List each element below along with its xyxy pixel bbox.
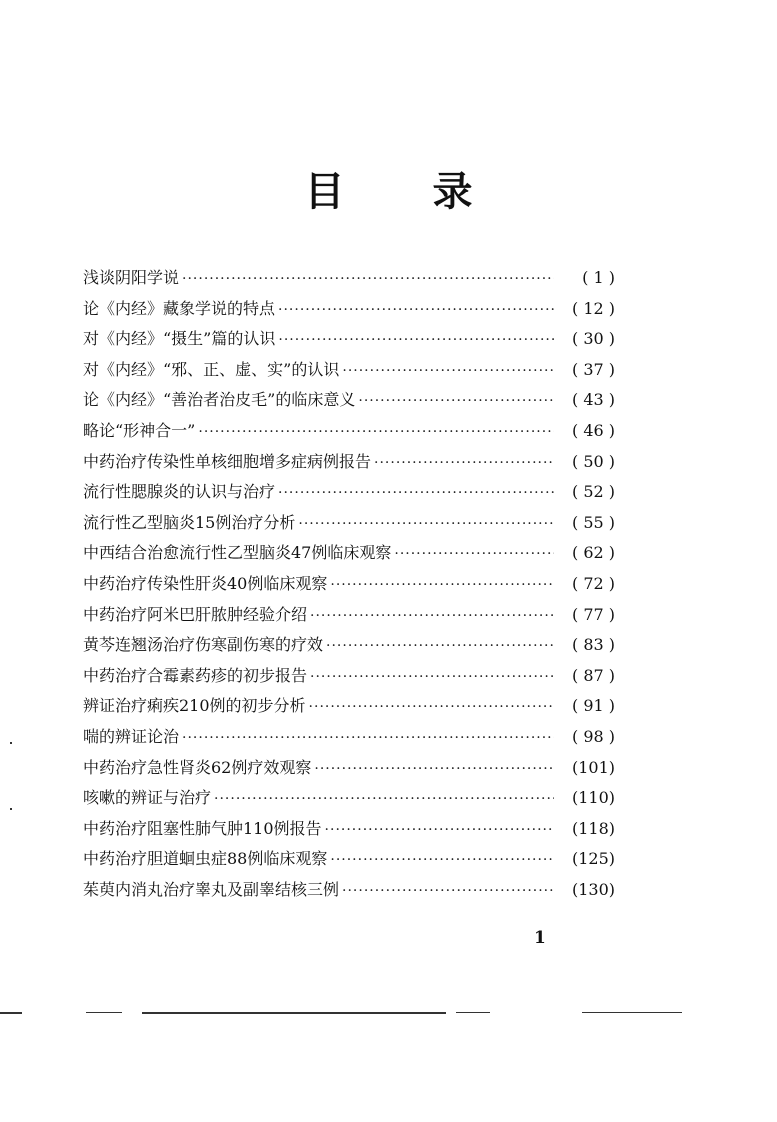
toc-entry-page: ( 98 )	[571, 726, 615, 746]
toc-entry-page: ( 43 )	[571, 390, 615, 410]
toc-entry-page: (118)	[571, 818, 615, 838]
toc-entry[interactable]	[83, 324, 615, 355]
toc-entry-page: ( 83 )	[571, 635, 615, 655]
toc-entry-title: 茱萸内消丸治疗睾丸及副睾结核三例	[83, 879, 340, 899]
dot-leader	[182, 264, 554, 295]
dot-leader	[278, 325, 554, 356]
toc-entry[interactable]	[83, 355, 615, 386]
toc-entry-page: ( 50 )	[571, 451, 615, 471]
toc-entry-title: 略论“形神合一”	[83, 420, 196, 440]
toc-entry-title: 中药治疗阿米巴肝脓肿经验介绍	[83, 604, 308, 624]
toc-entry-title: 论《内经》藏象学说的特点	[83, 298, 276, 318]
toc-entry-page: ( 12 )	[571, 298, 615, 318]
toc-entry-title: 对《内经》“邪、正、虚、实”的认识	[83, 359, 340, 379]
toc-entry[interactable]	[83, 569, 615, 600]
dot-leader	[214, 784, 554, 815]
toc-entry[interactable]	[83, 600, 615, 631]
toc-entry-page: ( 52 )	[571, 482, 615, 502]
dot-leader	[310, 662, 554, 693]
toc-entry-page: (125)	[571, 849, 615, 869]
page-title-char-2: 录	[432, 168, 473, 215]
scan-mark	[10, 808, 12, 810]
toc-entry-title: 喘的辨证论治	[83, 726, 180, 746]
toc-entry[interactable]	[83, 477, 615, 508]
toc-entry-title: 黄芩连翘汤治疗伤寒副伤寒的疗效	[83, 635, 324, 655]
toc-entry[interactable]	[83, 814, 615, 845]
dot-leader	[358, 386, 554, 417]
toc-entry[interactable]	[83, 844, 615, 875]
toc-entry-page: (110)	[571, 788, 615, 808]
table-of-contents	[83, 263, 615, 905]
toc-entry-title: 中西结合治愈流行性乙型脑炎47例临床观察	[83, 543, 392, 563]
toc-entry[interactable]	[83, 661, 615, 692]
toc-entry-title: 中药治疗传染性肝炎40例临床观察	[83, 573, 328, 593]
toc-entry[interactable]	[83, 630, 615, 661]
toc-entry-page: ( 37 )	[571, 359, 615, 379]
toc-entry[interactable]	[83, 722, 615, 753]
dot-leader	[330, 570, 554, 601]
toc-entry[interactable]	[83, 263, 615, 294]
toc-entry-page: ( 30 )	[571, 329, 615, 349]
toc-entry-title: 辨证治疗痢疾210例的初步分析	[83, 696, 306, 716]
toc-entry-page: ( 1 )	[582, 268, 615, 287]
scan-rule	[456, 1012, 490, 1013]
scan-rule	[86, 1012, 122, 1013]
toc-entry[interactable]	[83, 294, 615, 325]
dot-leader	[342, 876, 554, 907]
dot-leader	[278, 478, 554, 509]
toc-entry-title: 中药治疗急性肾炎62例疗效观察	[83, 757, 312, 777]
toc-entry-title: 流行性乙型脑炎15例治疗分析	[83, 512, 296, 532]
toc-entry[interactable]	[83, 385, 615, 416]
dot-leader	[374, 448, 554, 479]
dot-leader	[198, 417, 554, 448]
toc-entry-title: 浅谈阴阳学说	[83, 268, 180, 287]
scan-rule	[582, 1012, 682, 1013]
toc-entry-page: ( 55 )	[571, 512, 615, 532]
toc-entry-title: 流行性腮腺炎的认识与治疗	[83, 482, 276, 502]
scan-mark	[10, 742, 12, 744]
toc-entry-page: ( 91 )	[571, 696, 615, 716]
page-number: 1	[534, 928, 546, 948]
toc-entry-title: 中药治疗阻塞性肺气肿110例报告	[83, 818, 322, 838]
toc-entry-title: 中药治疗传染性单核细胞增多症病例报告	[83, 451, 372, 471]
dot-leader	[326, 631, 554, 662]
toc-entry[interactable]	[83, 691, 615, 722]
toc-entry-title: 中药治疗合霉素药疹的初步报告	[83, 665, 308, 685]
toc-entry[interactable]	[83, 875, 615, 906]
page-title-char-1: 目	[304, 168, 345, 215]
toc-entry-title: 中药治疗胆道蛔虫症88例临床观察	[83, 849, 328, 869]
scan-rule	[0, 1012, 22, 1014]
toc-entry[interactable]	[83, 447, 615, 478]
dot-leader	[314, 754, 554, 785]
dot-leader	[278, 295, 554, 326]
toc-entry[interactable]	[83, 416, 615, 447]
dot-leader	[394, 539, 554, 570]
page-title	[0, 160, 777, 217]
toc-entry-title: 论《内经》“善治者治皮毛”的临床意义	[83, 390, 356, 410]
dot-leader	[342, 356, 554, 387]
toc-entry-page: ( 87 )	[571, 665, 615, 685]
dot-leader	[182, 723, 554, 754]
dot-leader	[310, 601, 554, 632]
dot-leader	[309, 692, 554, 723]
toc-entry-page: (101)	[571, 757, 615, 777]
toc-entry[interactable]	[83, 538, 615, 569]
toc-entry-title: 咳嗽的辨证与治疗	[83, 788, 212, 808]
dot-leader	[330, 845, 554, 876]
toc-entry-page: ( 62 )	[571, 543, 615, 563]
toc-entry-title: 对《内经》“摄生”篇的认识	[83, 329, 276, 349]
scan-rule	[142, 1012, 446, 1014]
toc-entry[interactable]	[83, 783, 615, 814]
toc-entry-page: ( 72 )	[571, 573, 615, 593]
toc-entry[interactable]	[83, 753, 615, 784]
toc-entry-page: (130)	[571, 879, 615, 899]
dot-leader	[325, 815, 554, 846]
toc-entry-page: ( 46 )	[571, 420, 615, 440]
toc-entry[interactable]	[83, 508, 615, 539]
dot-leader	[298, 509, 554, 540]
toc-entry-page: ( 77 )	[571, 604, 615, 624]
